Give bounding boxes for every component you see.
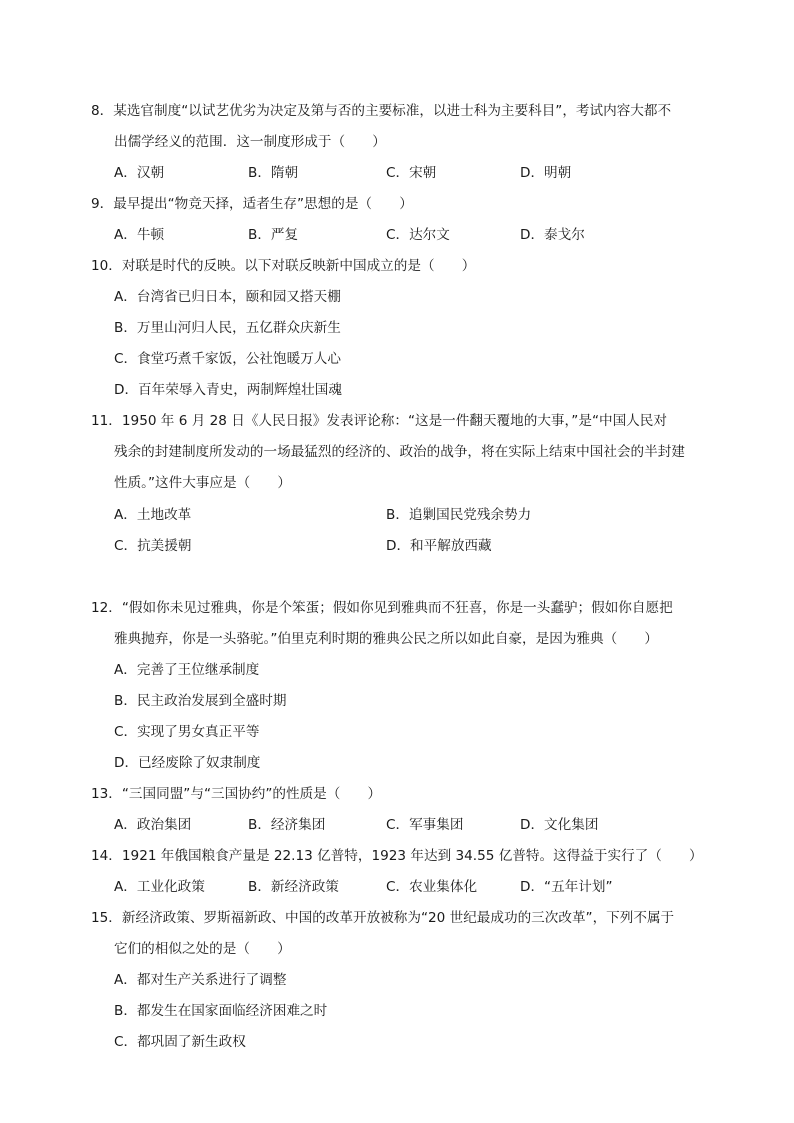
question-8-text-cont: 出儒学经义的范围．这一制度形成于（ ）: [114, 134, 386, 150]
q11-option-b: B．追剿国民党残余势力: [386, 507, 532, 523]
q11-option-d: D．和平解放西藏: [386, 538, 492, 554]
q10-option-b: B．万里山河归人民，五亿群众庆新生: [114, 320, 341, 336]
q13-option-a: A．政治集团: [114, 817, 192, 833]
question-12-text: 12．“假如你未见过雅典，你是个笨蛋；假如你见到雅典而不狂喜，你是一头蠢驴；假如你自愿把: [91, 600, 673, 616]
q8-option-c: C．宋朝: [386, 165, 437, 181]
question-9-text: 9．最早提出“物竞天择，适者生存”思想的是（ ）: [91, 196, 413, 212]
question-15-text: 15．新经济政策、罗斯福新政、中国的改革开放被称为“20 世纪最成功的三次改革”，下列不属于: [91, 910, 675, 926]
question-12-text-cont: 雅典抛弃，你是一头骆驼。”伯里克利时期的雅典公民之所以如此自豪，是因为雅典（ ）: [114, 631, 658, 647]
q10-option-a: A．台湾省已归日本，颐和园又搭天棚: [114, 289, 341, 305]
q12-option-c: C．实现了男女真正平等: [114, 724, 260, 740]
q12-option-b: B．民主政治发展到全盛时期: [114, 693, 287, 709]
q9-option-c: C．达尔文: [386, 227, 450, 243]
q14-option-d: D．“五年计划”: [520, 879, 613, 895]
q10-option-d: D．百年荣辱入青史，两制辉煌壮国魂: [114, 382, 342, 398]
q13-option-d: D．文化集团: [520, 817, 599, 833]
q9-option-b: B．严复: [248, 227, 299, 243]
question-8-text: 8．某选官制度“以试艺优劣为决定及第与否的主要标准，以进士科为主要科目”，考试内容大都不: [91, 103, 672, 119]
q12-option-a: A．完善了王位继承制度: [114, 662, 260, 678]
question-13-text: 13．“三国同盟”与“三国协约”的性质是（ ）: [91, 786, 382, 802]
q14-option-c: C．农业集体化: [386, 879, 478, 895]
q8-option-a: A．汉朝: [114, 165, 165, 181]
question-11-text-cont-2: 性质。”这件大事应是（ ）: [114, 475, 291, 491]
q9-option-d: D．泰戈尔: [520, 227, 585, 243]
q14-option-b: B．新经济政策: [248, 879, 339, 895]
question-10-text: 10．对联是时代的反映。以下对联反映新中国成立的是（ ）: [91, 258, 476, 274]
q15-option-a: A．都对生产关系进行了调整: [114, 972, 287, 988]
q11-option-c: C．抗美援朝: [114, 538, 192, 554]
q14-option-a: A．工业化政策: [114, 879, 205, 895]
q15-option-c: C．都巩固了新生政权: [114, 1034, 246, 1050]
q13-option-c: C．军事集团: [386, 817, 464, 833]
question-15-text-cont: 它们的相似之处的是（ ）: [114, 941, 291, 957]
q11-option-a: A．土地改革: [114, 507, 192, 523]
q8-option-d: D．明朝: [520, 165, 572, 181]
question-11-text: 11．1950 年 6 月 28 日《人民日报》发表评论称：“这是一件翻天覆地的大事，”是“中国人民对: [91, 413, 667, 429]
q12-option-d: D．已经废除了奴隶制度: [114, 755, 261, 771]
q10-option-c: C．食堂巧煮千家饭，公社饱暖万人心: [114, 351, 341, 367]
q13-option-b: B．经济集团: [248, 817, 326, 833]
question-11-text-cont-1: 残余的封建制度所发动的一场最猛烈的经济的、政治的战争，将在实际上结束中国社会的半封建: [114, 444, 685, 460]
q9-option-a: A．牛顿: [114, 227, 165, 243]
q8-option-b: B．隋朝: [248, 165, 299, 181]
question-14-text: 14．1921 年俄国粮食产量是 22.13 亿普特，1923 年达到 34.55 亿普特。这得益于实行了（ ）: [91, 848, 703, 864]
q15-option-b: B．都发生在国家面临经济困难之时: [114, 1003, 328, 1019]
